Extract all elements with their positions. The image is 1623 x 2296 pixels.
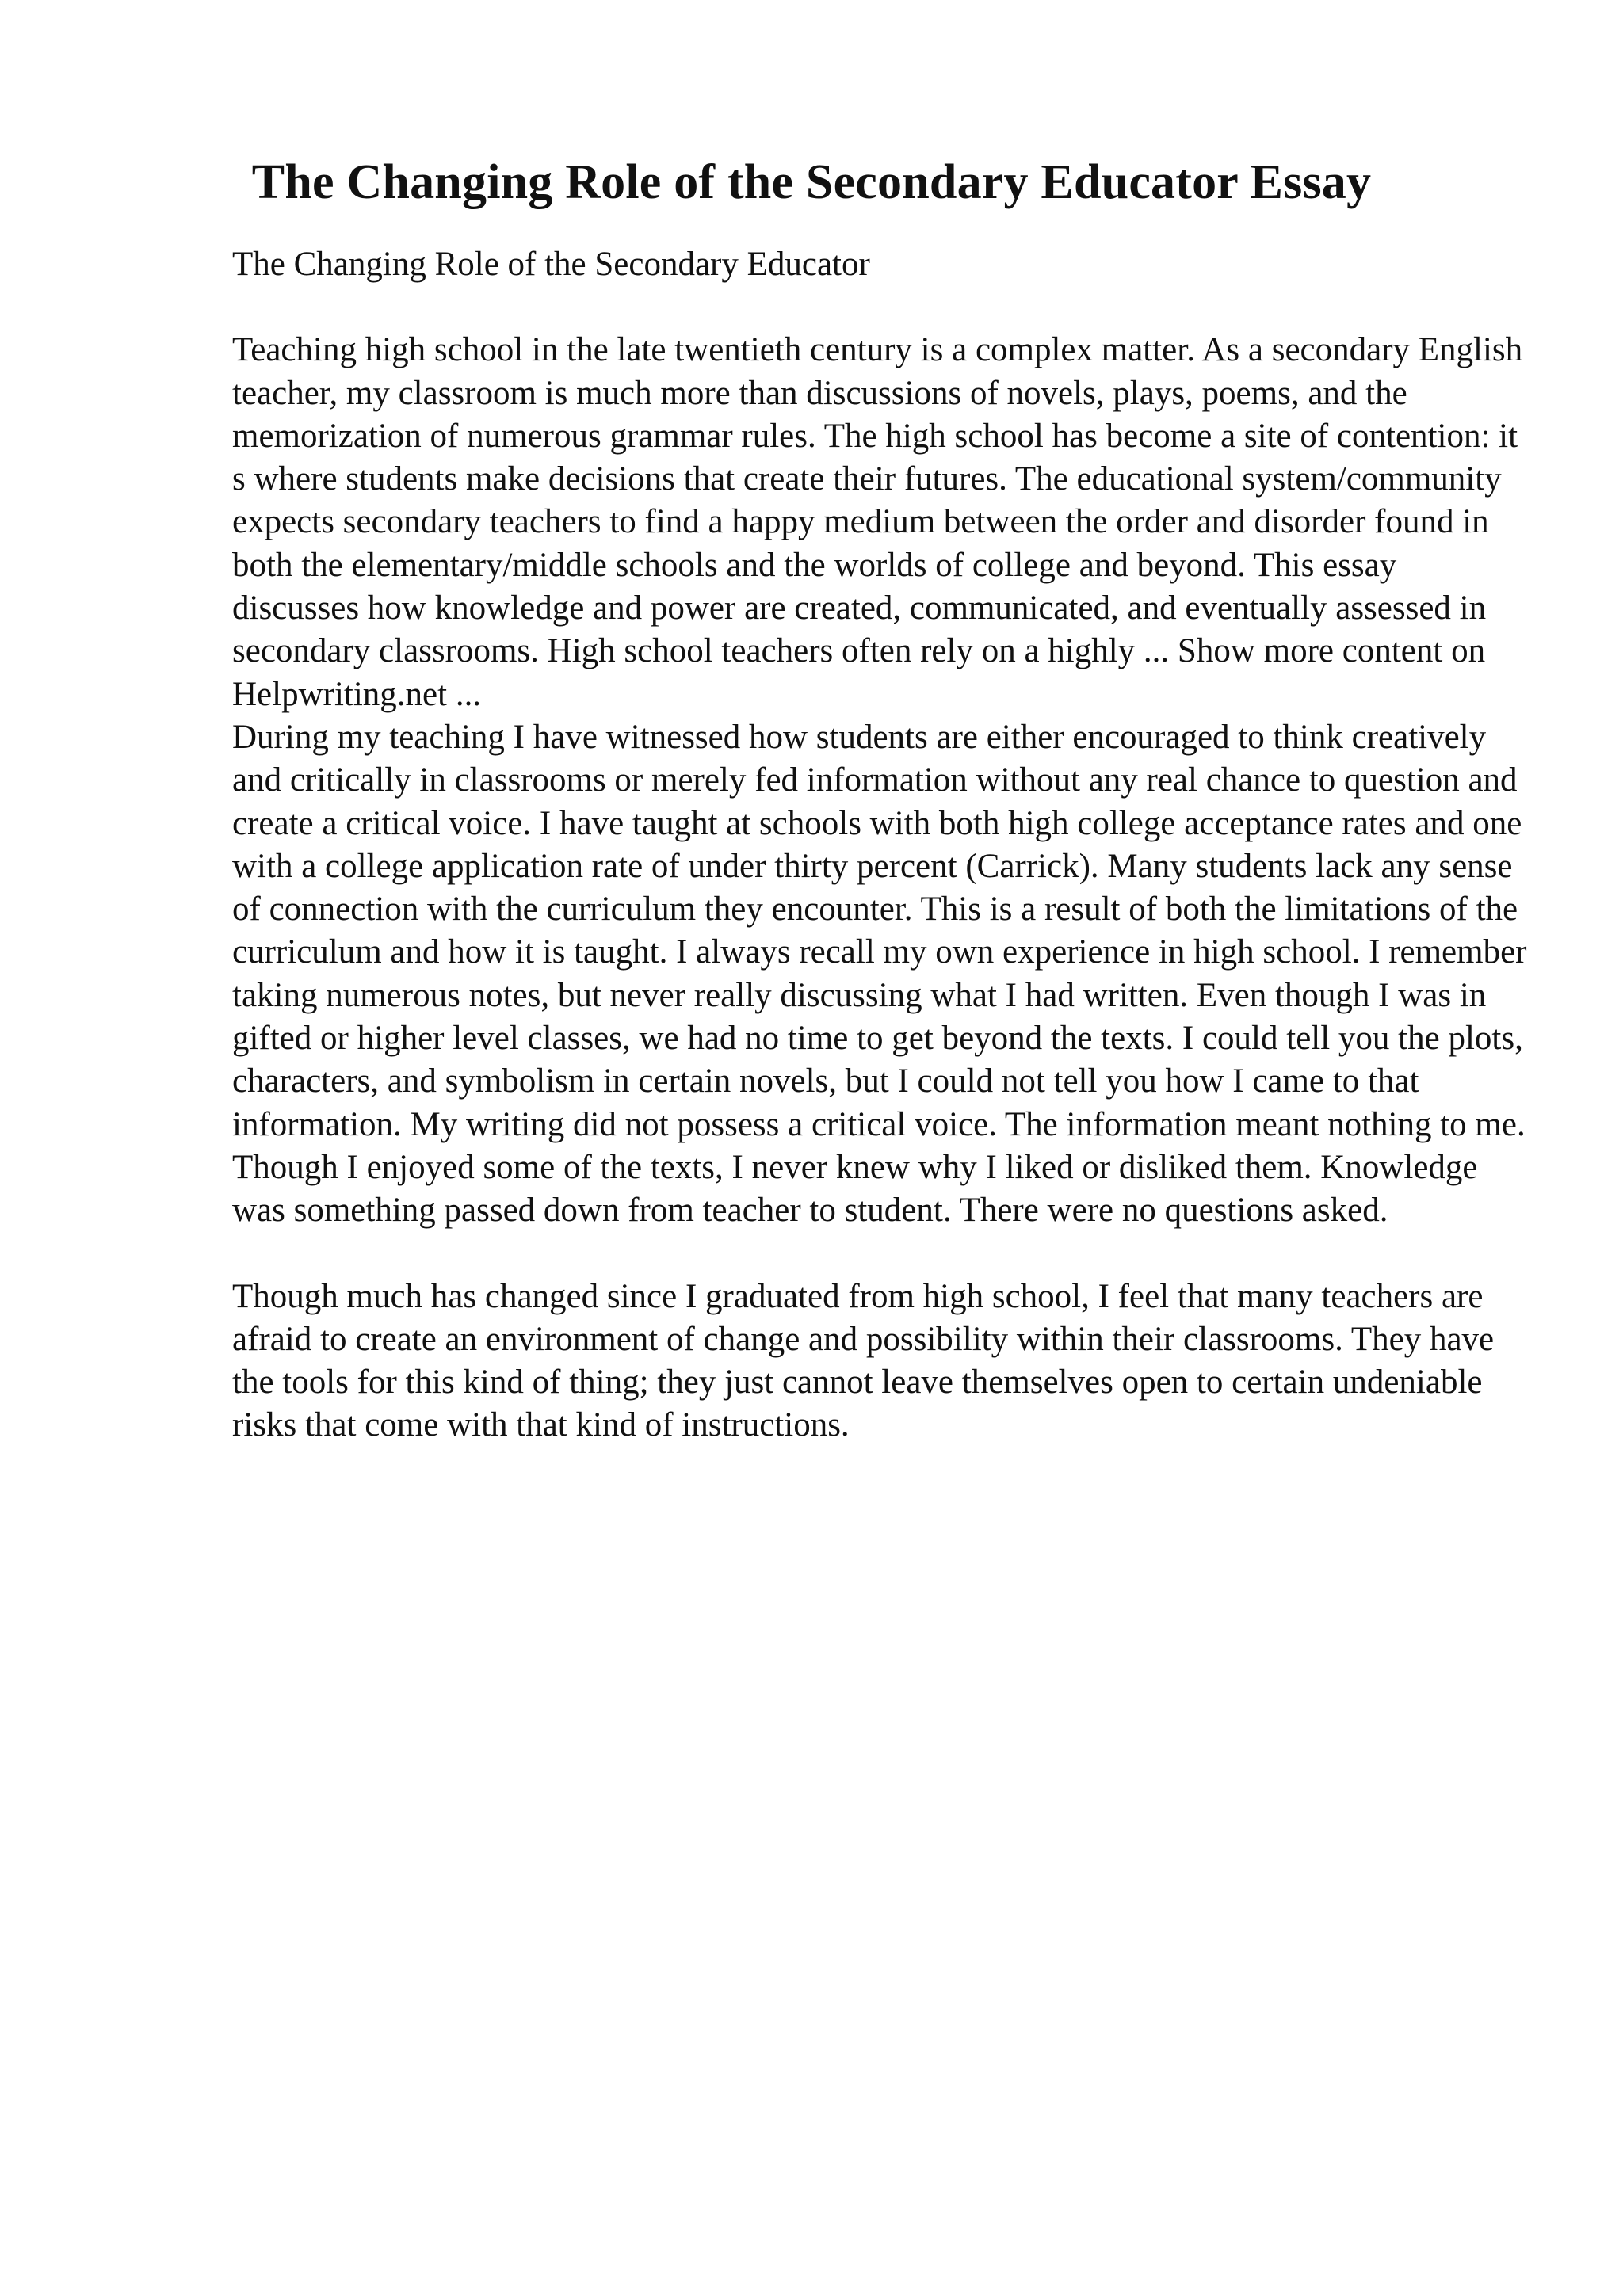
paragraph-intro: Teaching high school in the late twentieth century is a complex matter. As a secondary English teacher, my classroom is much more than discussions of novels, plays, poems, and the memorization of numerous grammar rules. The high school has become a site of contention: it s where students make decisions that create their futures. The educational system/community expects secondary teachers to find a happy medium between the order and disorder found in both the elementary/middle schools and the worlds of college and beyond. This essay discusses how knowledge and power are created, communicated, and eventually assessed in secondary classrooms. High school teachers often rely on a highly ... Show more content on Helpwriting.net ... xyxy=(232,331,1523,713)
document-subtitle: The Changing Role of the Secondary Educator xyxy=(232,246,870,283)
document-body xyxy=(232,243,1532,1447)
document-title: The Changing Role of the Secondary Educator Essay xyxy=(251,155,1372,209)
paragraph-conclusion: Though much has changed since I graduated from high school, I feel that many teachers are afraid to create an environment of change and possibility within their classrooms. They have the tools for this kind of thing; they just cannot leave themselves open to certain undeniable risks that come with that kind of instructions. xyxy=(232,1277,1495,1444)
paragraph-teaching-experience: During my teaching I have witnessed how students are either encouraged to think creatively and critically in classrooms or merely fed information without any real chance to question and create a critical voice. I have taught at schools with both high college acceptance rates and one with a college application rate of under thirty percent (Carrick). Many students lack any sense of connection with the curriculum they encounter. This is a result of both the limitations of the curriculum and how it is taught. I always recall my own experience in high school. I remember taking numerous notes, but never really discussing what I had written. Even though I was in gifted or higher level classes, we had no time to get beyond the texts. I could tell you the plots, characters, and symbolism in certain novels, but I could not tell you how I came to that information. My writing did not possess a critical voice. The information meant nothing to me. Though I enjoyed some of the texts, I never knew why I liked or disliked them. Knowledge was something passed down from teacher to student. There were no questions asked. xyxy=(232,718,1527,1230)
